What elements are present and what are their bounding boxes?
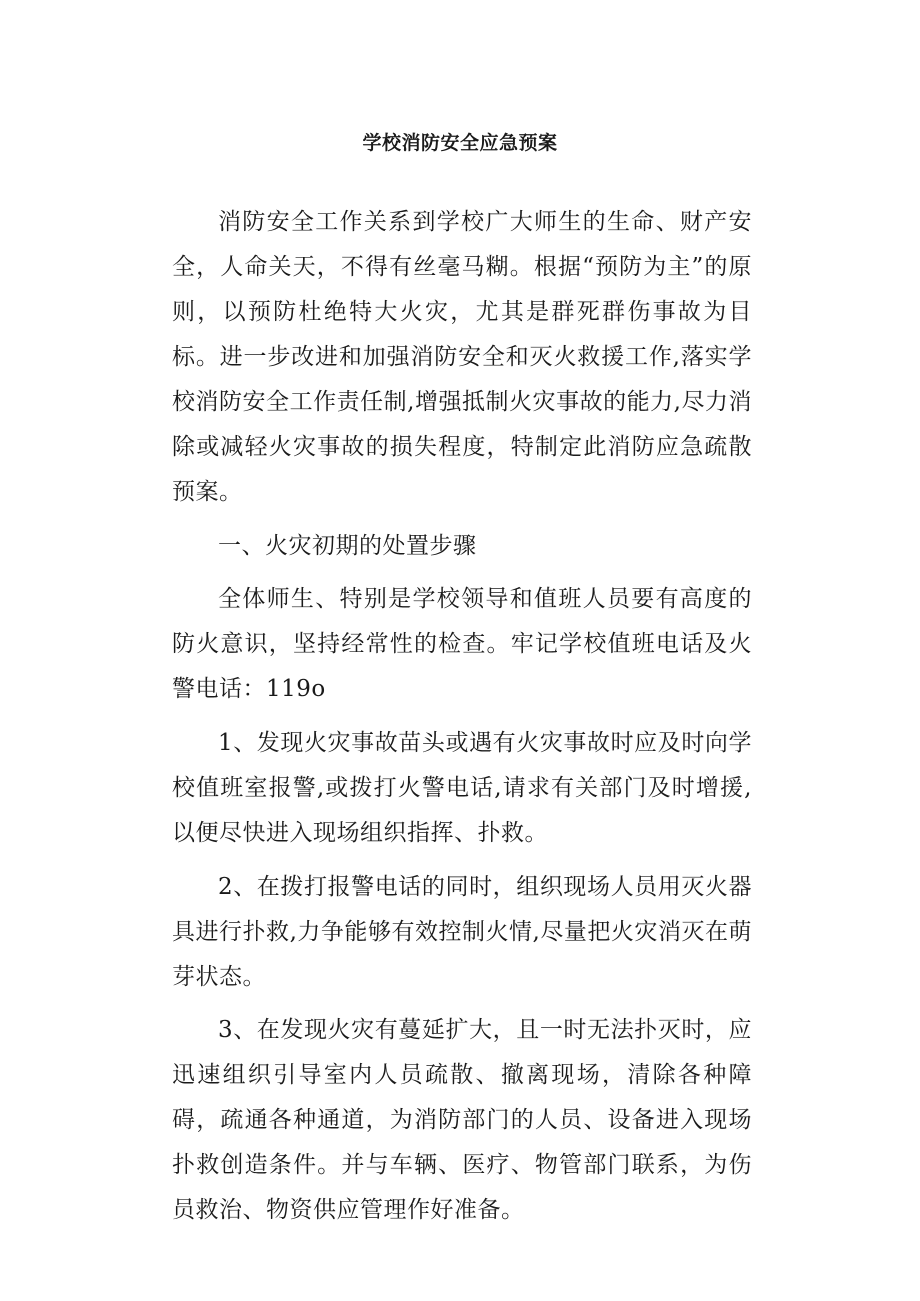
intro-paragraph: 消防安全工作关系到学校广大师生的生命、财产安全，人命关天，不得有丝毫马糊。根据“预防为主”的原则，以预防杜绝特大火灾，尤其是群死群伤事故为目标。进一步改进和加强消防安全和灭火救援工作,落实学校消防安全工作责任制,增强抵制火灾事故的能力,尽力消除或减轻火灾事故的损失程度，特制定此消防应急疏散预案。	[172, 209, 752, 505]
section-heading: 一、火灾初期的处置步骤	[218, 532, 477, 559]
awareness-paragraph: 全体师生、特别是学校领导和值班人员要有高度的防火意识，坚持经常性的检查。牢记学校值班电话及火警电话：119o	[172, 586, 752, 703]
step-3-paragraph: 3、在发现火灾有蔓延扩大，且一时无法扑灭时，应迅速组织引导室内人员疏散、撤离现场，清除各种障碍，疏通各种通道，为消防部门的人员、设备进入现场扑救创造条件。并与车辆、医疗、物管部门联系，为伤员救治、物资供应管理作好准备。	[172, 1017, 752, 1224]
step-2-paragraph: 2、在拨打报警电话的同时，组织现场人员用灭火器具进行扑救,力争能够有效控制火情,尽量把火灾消灭在萌芽状态。	[172, 873, 752, 990]
document-title: 学校消防安全应急预案	[362, 132, 558, 154]
step-1-paragraph: 1、发现火灾事故苗头或遇有火灾事故时应及时向学校值班室报警,或拨打火警电话,请求有关部门及时增援,以便尽快进入现场组织指挥、扑救。	[172, 730, 752, 847]
document-body	[172, 200, 752, 1242]
